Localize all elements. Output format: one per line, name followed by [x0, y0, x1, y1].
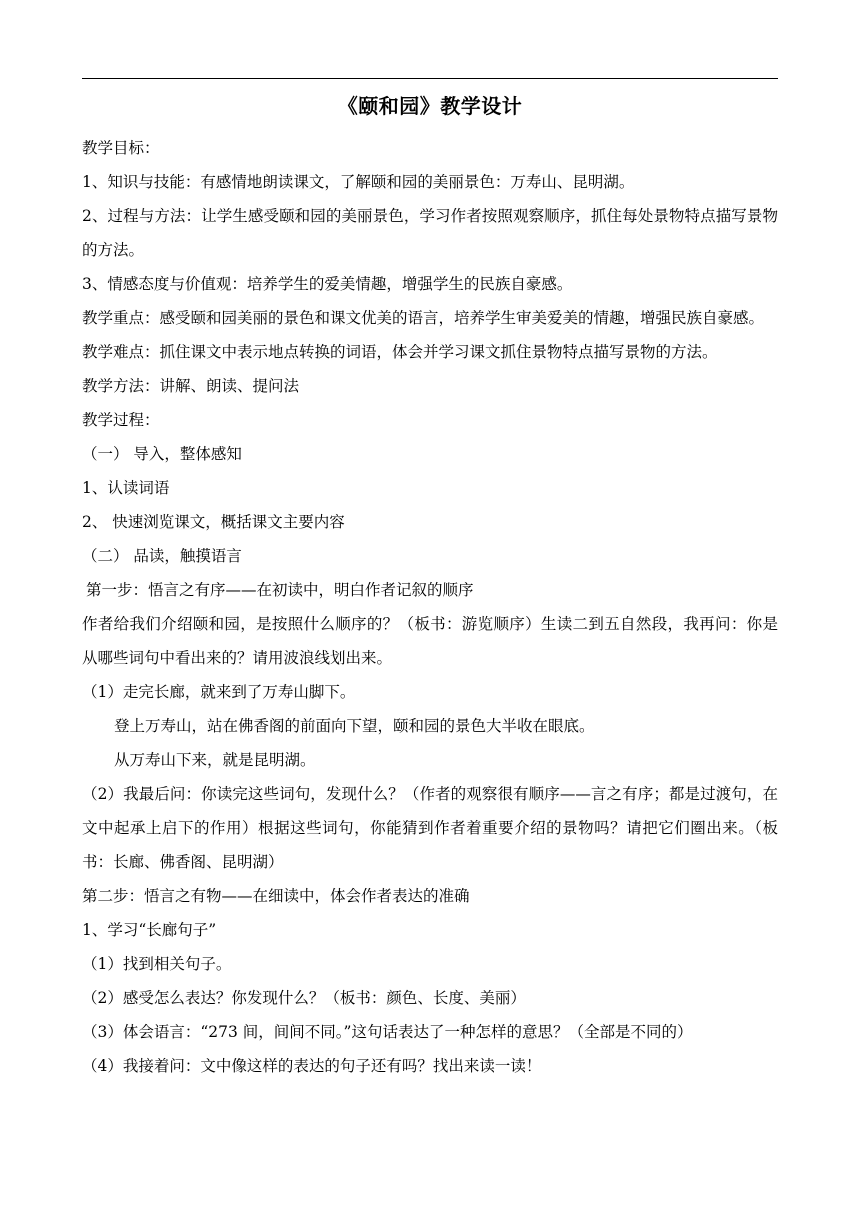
paragraph-corridor-2: （2）感受怎么表达？你发现什么？（板书：颜色、长度、美丽）: [82, 989, 526, 1007]
paragraph-sentence-3: 从万寿山下来，就是昆明湖。: [114, 751, 316, 769]
paragraph-key-points: 教学重点：感受颐和园美丽的景色和课文优美的语言，培养学生审美爱美的情趣，增强民族自豪感。: [82, 309, 765, 327]
paragraph-objectives-heading: 教学目标：: [82, 139, 160, 157]
paragraph-sentence-2: 登上万寿山，站在佛香阁的前面向下望，颐和园的景色大半收在眼底。: [114, 717, 595, 735]
header-rule: [82, 78, 778, 79]
paragraph-section-1: （一） 导入，整体感知: [82, 445, 242, 463]
paragraph-objective-1: 1、知识与技能：有感情地朗读课文，了解颐和园的美丽景色：万寿山、昆明湖。: [82, 173, 635, 191]
paragraph-second-step: 第二步：悟言之有物——在细读中，体会作者表达的准确: [82, 887, 470, 905]
paragraph-objective-3: 3、情感态度与价值观：培养学生的爱美情趣，增强学生的民族自豪感。: [82, 275, 573, 293]
paragraph-first-step: 第一步：悟言之有序——在初读中，明白作者记叙的顺序: [86, 581, 474, 599]
paragraph-methods: 教学方法：讲解、朗读、提问法: [82, 377, 300, 395]
paragraph-objective-2: 2、过程与方法：让学生感受颐和园的美丽景色，学习作者按照观察顺序，抓住每处景物特点描写景物的方法。: [82, 207, 778, 259]
paragraph-difficulties: 教学难点：抓住课文中表示地点转换的词语，体会并学习课文抓住景物特点描写景物的方法。: [82, 343, 718, 361]
paragraph-step-1-2: 2、 快速浏览课文，概括课文主要内容: [82, 513, 345, 531]
paragraph-step-1-1: 1、认读词语: [82, 479, 170, 497]
document-title: 《颐和园》教学设计: [337, 94, 523, 118]
paragraph-section-2: （二） 品读，触摸语言: [82, 547, 242, 565]
paragraph-corridor: 1、学习“长廊句子”: [82, 921, 217, 939]
paragraph-corridor-1: （1）找到相关句子。: [82, 955, 232, 973]
document-body: [82, 131, 778, 1083]
paragraph-corridor-3: （3）体会语言：“273 间，间间不同。”这句话表达了一种怎样的意思？（全部是不同的）: [82, 1023, 693, 1041]
paragraph-process-heading: 教学过程：: [82, 411, 160, 429]
paragraph-corridor-4: （4）我接着问：文中像这样的表达的句子还有吗？找出来读一读！: [82, 1057, 542, 1075]
paragraph-sentence-1: （1）走完长廊，就来到了万寿山脚下。: [82, 683, 356, 701]
paragraph-question-order: 作者给我们介绍颐和园，是按照什么顺序的？（板书：游览顺序）生读二到五自然段，我再问：你是从哪些词句中看出来的？请用波浪线划出来。: [82, 615, 778, 667]
paragraph-question-discover: （2）我最后问：你读完这些词句，发现什么？（作者的观察很有顺序——言之有序；都是过渡句，在文中起承上启下的作用）根据这些词句，你能猜到作者着重要介绍的景物吗？请把它们圈出来。（板书：长廊、佛香阁、昆明湖）: [82, 785, 778, 871]
